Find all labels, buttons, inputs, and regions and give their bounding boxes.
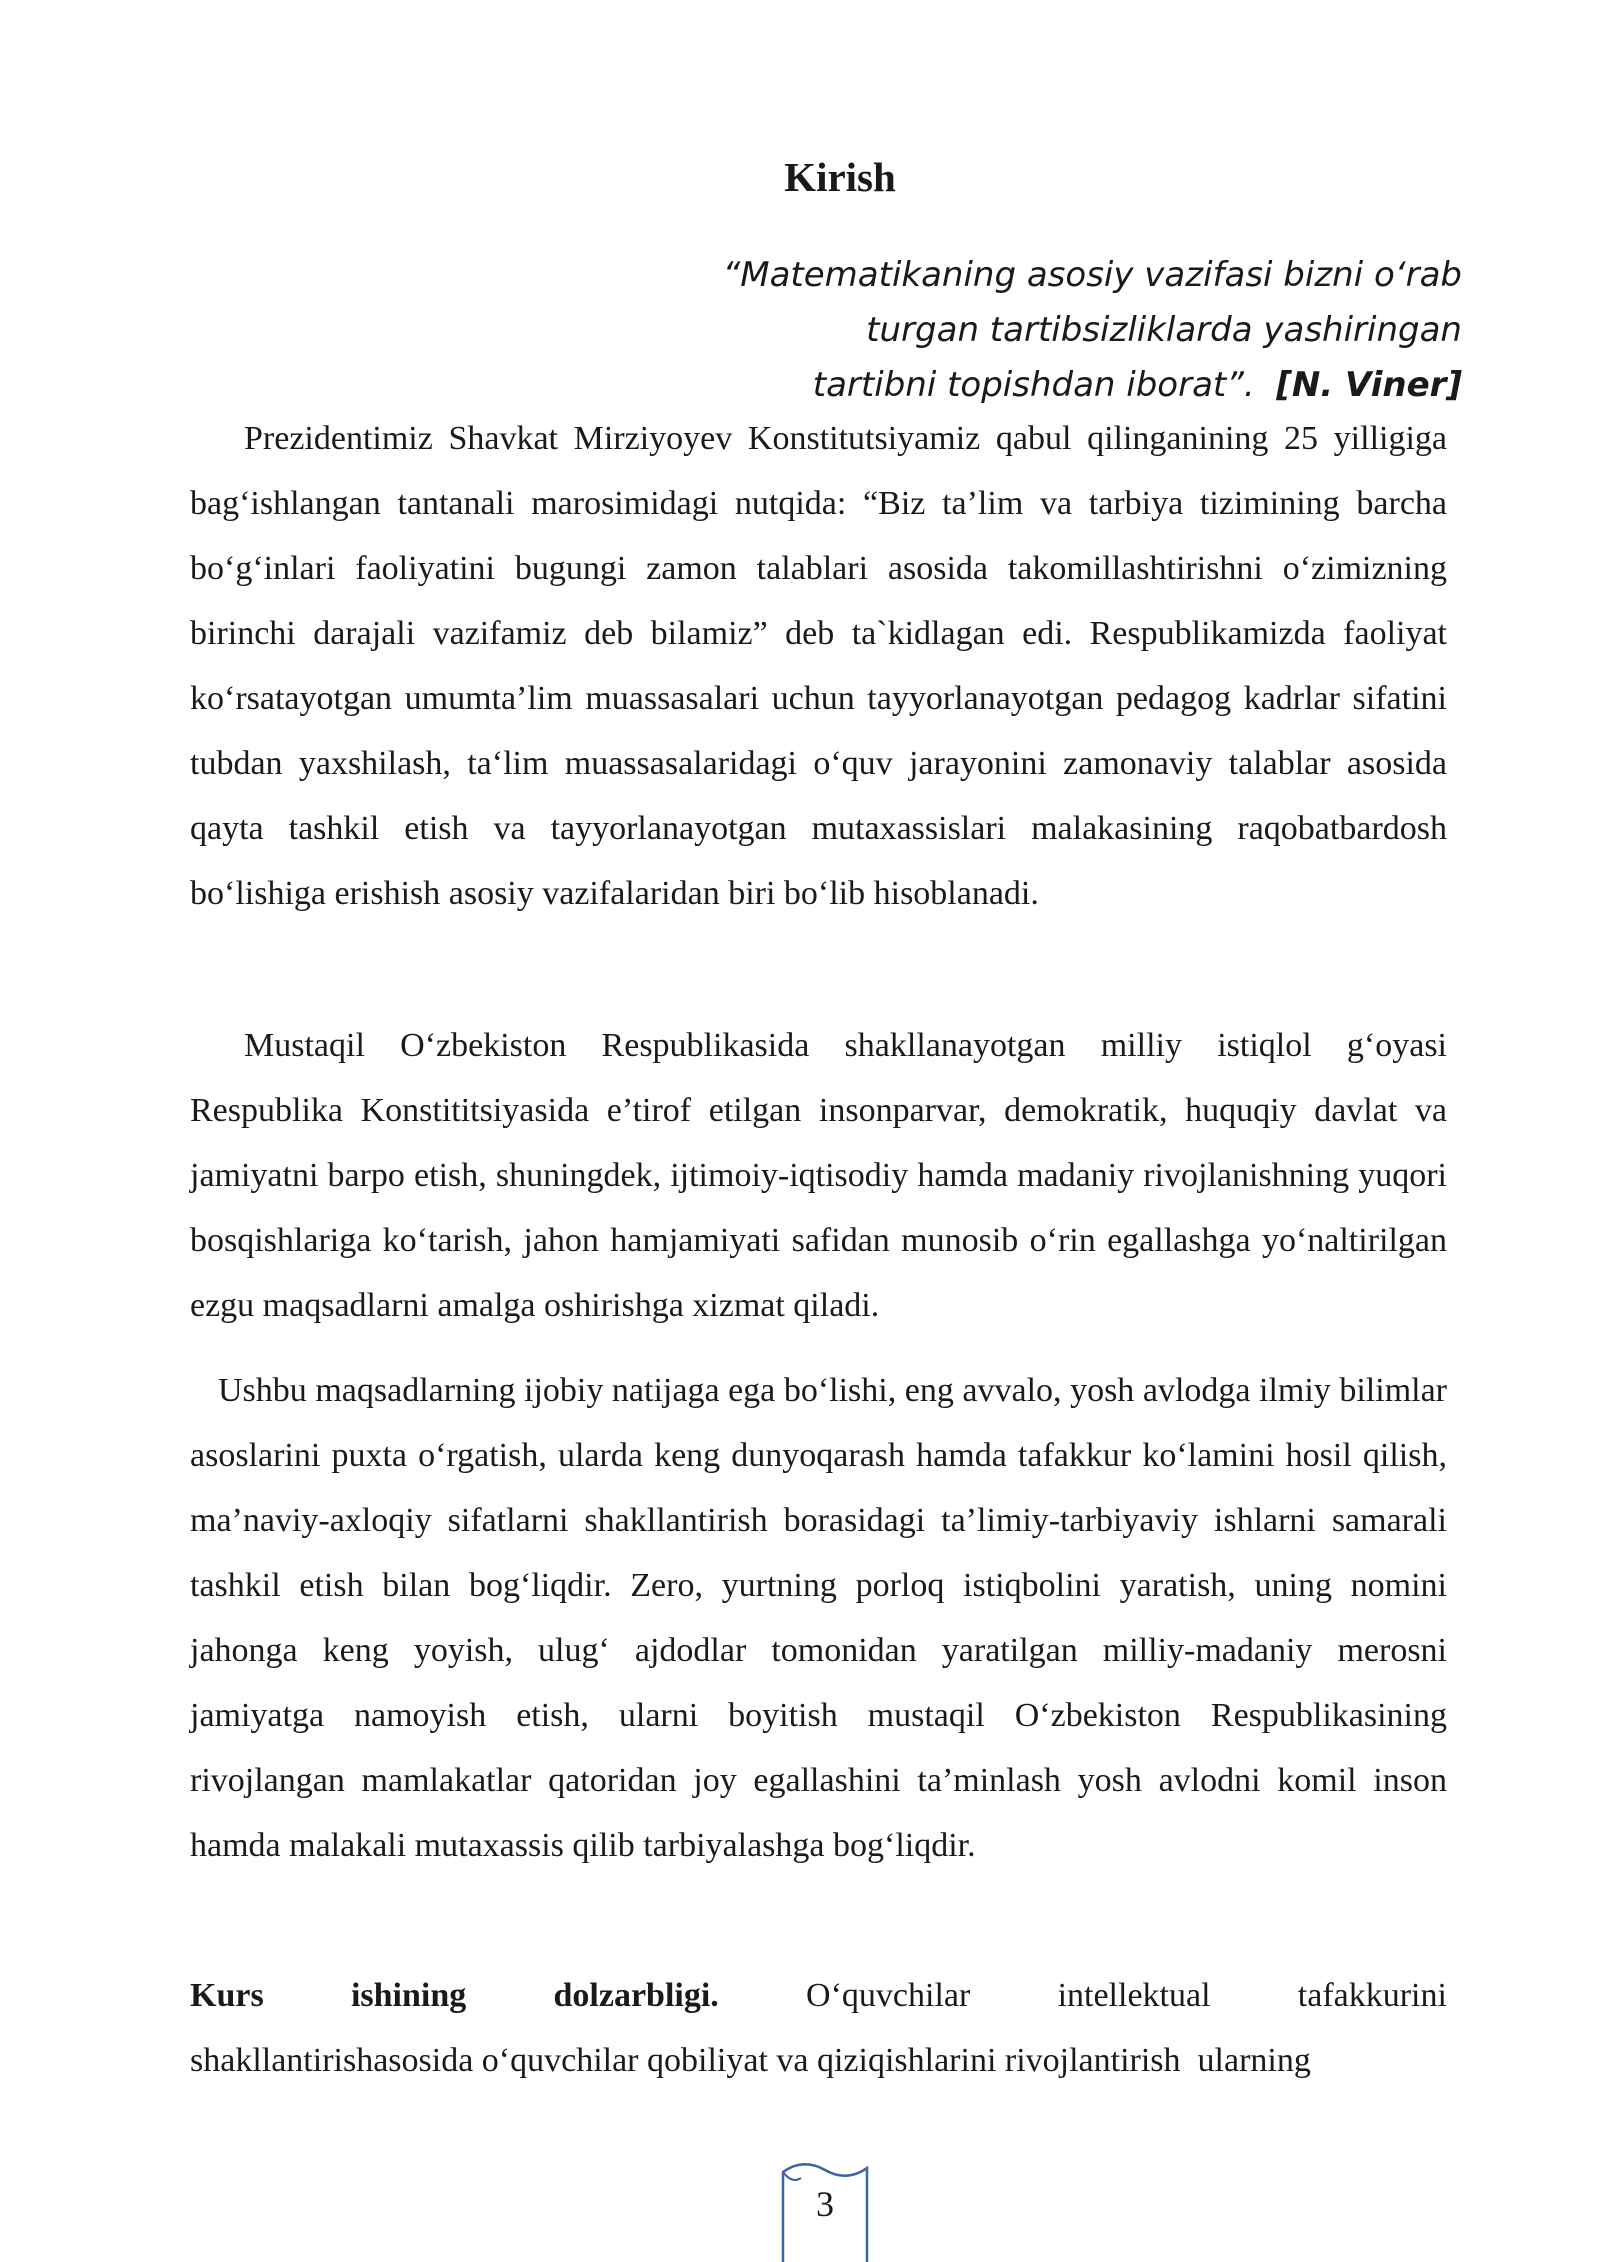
page-title: Kirish [784,154,896,200]
kurs-line-2: shakllantirishasosida o‘quvchilar qobiliyat va qiziqishlarini rivojlantirish ularning [190,2042,1311,2079]
kurs-second-line [190,2028,1447,2093]
epigraph [562,248,1462,413]
epigraph-line-3 [562,358,1462,413]
paragraph-4 [190,1963,1447,2093]
page-number: 3 [816,2184,834,2224]
paragraph-2-text: Mustaqil O‘zbekiston Respublikasida shakllanayotgan milliy istiqlol g‘oyasi Respublika Konstititsiyasida e’tirof etilgan insonparvar, demokratik, huquqiy davlat va jamiyatni barpo etish, shuningdek, ijtimoiy-iqtisodiy hamda madaniy rivojlanishning yuqori bosqishlariga ko‘tarish, jahon hamjamiyati safidan munosib o‘rin egallashga yo‘naltirilgan ezgu maqsadlarni amalga oshirishga xizmat qiladi. [190,1027,1447,1324]
paragraph-3 [190,1358,1447,1878]
paragraph-2 [190,1013,1447,1338]
page-number-badge [777,2158,873,2262]
paragraph-1-text: Prezidentimiz Shavkat Mirziyoyev Konstitutsiyamiz qabul qilinganining 25 yilligiga bag‘ishlangan tantanali marosimidagi nutqida: “Biz ta’lim va tarbiya tizimining barcha bo‘g‘inlari faoliyatini bugungi zamon talablari asosida takomillashtirishni o‘zimizning birinchi darajali vazifamiz deb bilamiz” deb ta`kidlagan edi. Respublikamizda faoliyat ko‘rsatayotgan umumta’lim muassasalari uchun tayyorlanayotgan pedagog kadrlar sifatini tubdan yaxshilash, ta‘lim muassasalaridagi o‘quv jarayonini zamonaviy talablar asosida qayta tashkil etish va tayyorlanayotgan mutaxassislari malakasining raqobatbardosh bo‘lishiga erishish asosiy vazifalaridan biri bo‘lib hisoblanadi. [190,420,1447,912]
epigraph-line-2: turgan tartibsizliklarda yashiringan [866,310,1462,350]
epigraph-line-1: “Matematikaning asosiy vazifasi bizni o‘rab [722,255,1462,295]
kurs-word-6: tafakkurini [1297,1977,1447,2014]
paragraph-1 [190,406,1447,926]
kurs-word-3: dolzarbligi. [553,1977,719,2014]
kurs-word-2: ishining [350,1977,467,2014]
kurs-word-5: intellektual [1057,1977,1211,2014]
kurs-word-1: Kurs [190,1977,264,2014]
kurs-word-4: O‘quvchilar [806,1977,971,2014]
kurs-heading-line [190,1963,1447,2028]
paragraph-3-text: Ushbu maqsadlarning ijobiy natijaga ega bo‘lishi, eng avvalo, yosh avlodga ilmiy bilimlar asoslarini puxta o‘rgatish, ularda keng dunyoqarash hamda tafakkur ko‘lamini hosil qilish, ma’naviy-axloqiy sifatlarni shakllantirish borasidagi ta’limiy-tarbiyaviy ishlarni samarali tashkil etish bilan bog‘liqdir. Zero, yurtning porloq istiqbolini yaratish, uning nomini jahonga keng yoyish, ulug‘ ajdodlar tomonidan yaratilgan milliy-madaniy merosni jamiyatga namoyish etish, ularni boyitish mustaqil O‘zbekiston Respublikasining rivojlangan mamlakatlar qatoridan joy egallashini ta’minlash yosh avlodni komil inson hamda malakali mutaxassis qilib tarbiyalashga bog‘liqdir. [190,1372,1447,1864]
epigraph-line-3-text: tartibni topishdan iborat”. [812,365,1255,405]
epigraph-author: [N. Viner] [1276,365,1462,405]
